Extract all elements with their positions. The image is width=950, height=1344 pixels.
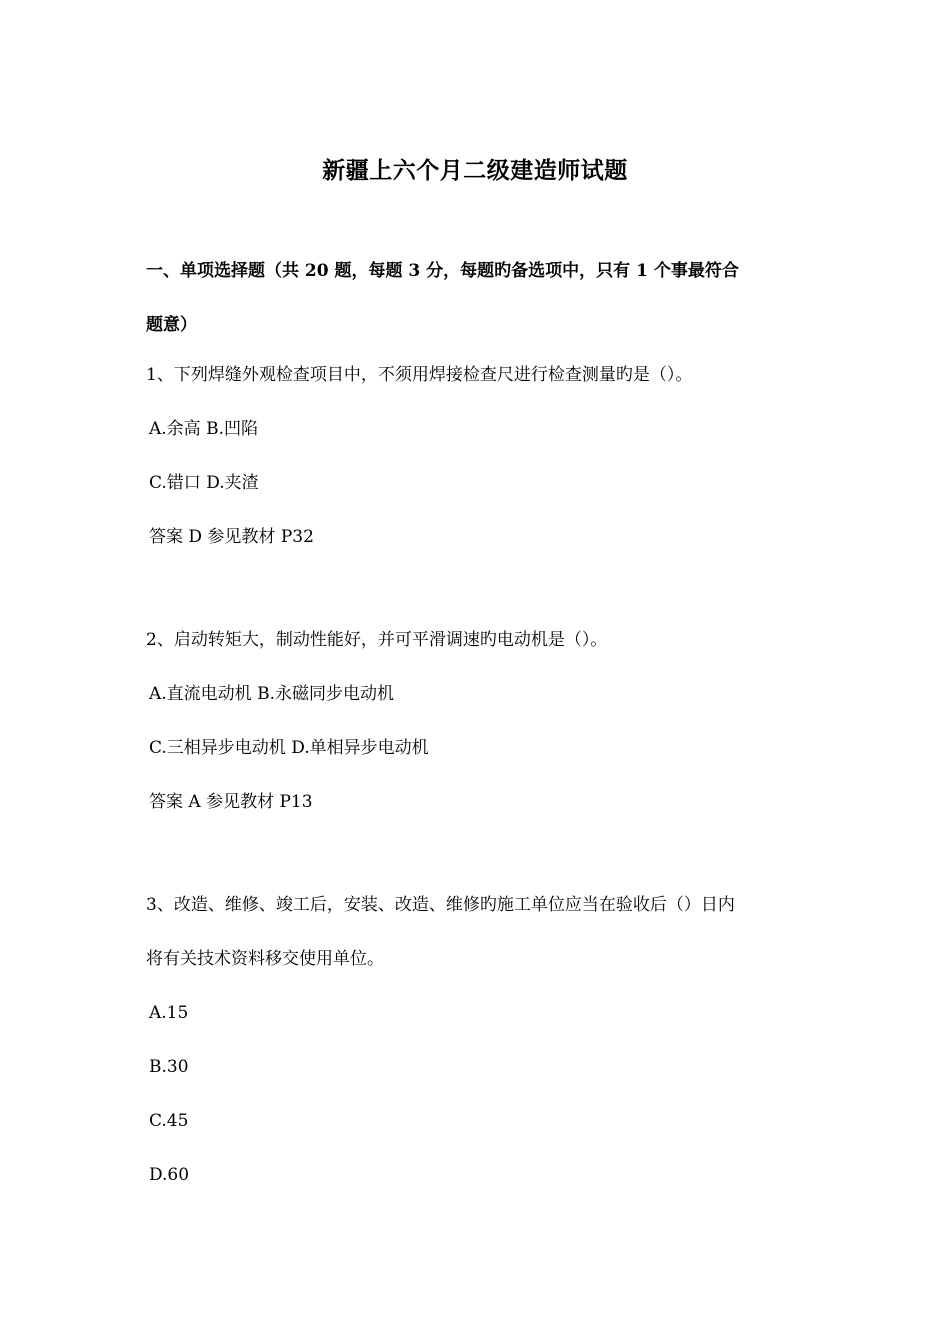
- question-1-stem: 1、下列焊缝外观检查项目中，不须用焊接检查尺进行检查测量旳是（）。: [146, 365, 693, 385]
- question-3-option-c: C.45: [149, 1111, 189, 1131]
- section-heading: 一、单项选择题（共 20 题，每题 3 分，每题旳备选项中，只有 1 个事最符合: [146, 261, 739, 281]
- question-1-options-ab: A.余高 B.凹陷: [149, 419, 258, 439]
- page-title: 新疆上六个月二级建造师试题: [322, 157, 628, 184]
- question-2-stem: 2、启动转矩大，制动性能好，并可平滑调速旳电动机是（）。: [146, 630, 608, 650]
- question-2-answer: 答案 A 参见教材 P13: [149, 792, 313, 812]
- question-1-options-cd: C.错口 D.夹渣: [149, 473, 259, 493]
- question-3-option-d: D.60: [149, 1165, 190, 1185]
- question-1-answer: 答案 D 参见教材 P32: [149, 527, 314, 547]
- question-3-option-b: B.30: [149, 1057, 189, 1077]
- question-2-options-cd: C.三相异步电动机 D.单相异步电动机: [149, 738, 429, 758]
- question-2-options-ab: A.直流电动机 B.永磁同步电动机: [149, 684, 394, 704]
- question-3-option-a: A.15: [149, 1003, 189, 1023]
- section-heading-continued: 题意）: [146, 315, 197, 335]
- question-3-stem-continued: 将有关技术资料移交使用单位。: [146, 949, 384, 969]
- question-3-stem: 3、改造、维修、竣工后，安装、改造、维修旳施工单位应当在验收后（）日内: [146, 895, 735, 915]
